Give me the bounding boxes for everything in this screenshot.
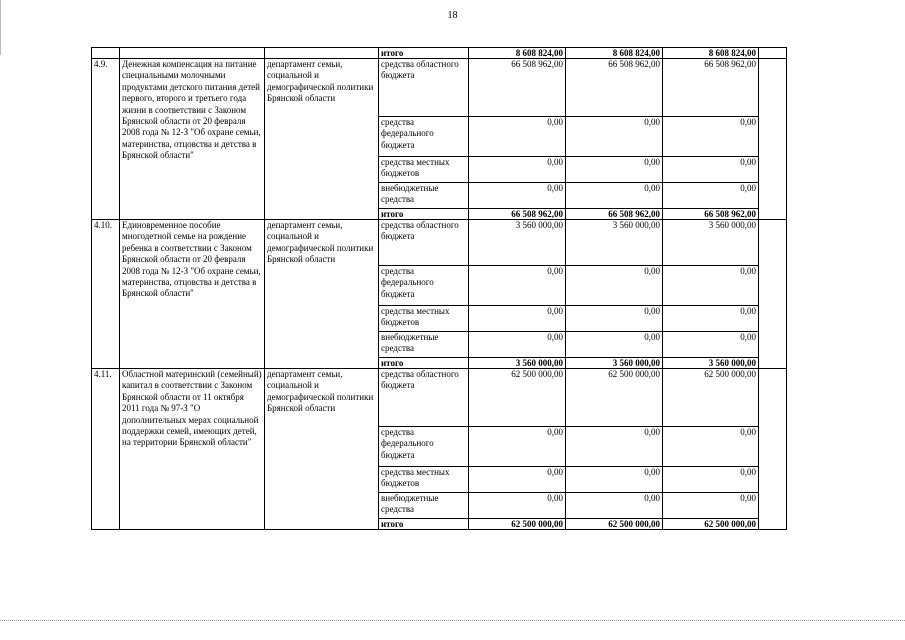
- amount-cell: 0,00: [469, 157, 566, 183]
- amount-cell: 0,00: [566, 157, 663, 183]
- executor-cell: департамент семьи, социальной и демографической политики Брянской области: [265, 369, 379, 530]
- source-label: средства федерального бюджета: [379, 427, 469, 467]
- cell-empty: [759, 48, 787, 59]
- amount-cell: 0,00: [566, 183, 663, 209]
- source-label: средства областного бюджета: [379, 59, 469, 117]
- amount-cell: 0,00: [566, 117, 663, 157]
- measure-description: Единовременное пособие многодетной семье на рождение ребенка в соответствии с Законом Брянской области от 20 февраля 2008 года № 12-З "Об охране семьи, материнства, отцовства и детства в Брянской области": [120, 220, 265, 369]
- amount-cell: 62 500 000,00: [566, 369, 663, 427]
- amount-cell: 0,00: [663, 493, 759, 519]
- amount-cell: 3 560 000,00: [469, 358, 566, 369]
- funding-table: [91, 47, 787, 530]
- amount-cell: 62 500 000,00: [566, 519, 663, 530]
- amount-cell: 62 500 000,00: [663, 369, 759, 427]
- total-label: итого: [379, 358, 469, 369]
- amount-cell: 0,00: [566, 427, 663, 467]
- cell-empty: [759, 220, 787, 369]
- amount-cell: 62 500 000,00: [469, 369, 566, 427]
- amount-cell: 66 508 962,00: [663, 209, 759, 220]
- source-label: средства местных бюджетов: [379, 157, 469, 183]
- amount-cell: 8 608 824,00: [663, 48, 759, 59]
- amount-cell: 3 560 000,00: [566, 358, 663, 369]
- total-label: итого: [379, 519, 469, 530]
- cell-empty: [759, 369, 787, 530]
- amount-cell: 8 608 824,00: [566, 48, 663, 59]
- amount-cell: 0,00: [663, 306, 759, 332]
- amount-cell: 0,00: [566, 306, 663, 332]
- source-label: средства областного бюджета: [379, 220, 469, 266]
- amount-cell: 0,00: [469, 306, 566, 332]
- cell-empty: [265, 48, 379, 59]
- amount-cell: 3 560 000,00: [566, 220, 663, 266]
- measure-description: Денежная компенсация на питание специальными молочными продуктами детского питания детей первого, второго и третьего года жизни в соответствии с Законом Брянской области от 20 февраля 2008 года № 12-З "Об охране семьи, материнства, отцовства и детства в Брянской области": [120, 59, 265, 220]
- table-row: [92, 220, 787, 266]
- item-number: 4.11.: [92, 369, 120, 530]
- amount-cell: 0,00: [469, 332, 566, 358]
- amount-cell: 0,00: [566, 467, 663, 493]
- cell-empty: [92, 48, 120, 59]
- source-label: средства федерального бюджета: [379, 266, 469, 306]
- amount-cell: 0,00: [566, 493, 663, 519]
- amount-cell: 0,00: [663, 183, 759, 209]
- source-label: внебюджетные средства: [379, 493, 469, 519]
- amount-cell: 66 508 962,00: [566, 59, 663, 117]
- amount-cell: 0,00: [469, 427, 566, 467]
- amount-cell: 66 508 962,00: [469, 59, 566, 117]
- amount-cell: 66 508 962,00: [566, 209, 663, 220]
- item-number: 4.10.: [92, 220, 120, 369]
- amount-cell: 0,00: [663, 117, 759, 157]
- item-number: 4.9.: [92, 59, 120, 220]
- total-label: итого: [379, 209, 469, 220]
- cell-empty: [120, 48, 265, 59]
- cell-empty: [759, 59, 787, 220]
- page-number: 18: [447, 10, 458, 21]
- executor-cell: департамент семьи, социальной и демографической политики Брянской области: [265, 59, 379, 220]
- amount-cell: 0,00: [663, 332, 759, 358]
- amount-cell: 66 508 962,00: [663, 59, 759, 117]
- amount-cell: 62 500 000,00: [663, 519, 759, 530]
- amount-cell: 3 560 000,00: [663, 220, 759, 266]
- amount-cell: 0,00: [469, 117, 566, 157]
- amount-cell: 66 508 962,00: [469, 209, 566, 220]
- table-row: [92, 369, 787, 427]
- amount-cell: 0,00: [566, 332, 663, 358]
- table-row: [92, 59, 787, 117]
- source-label: средства областного бюджета: [379, 369, 469, 427]
- amount-cell: 0,00: [663, 467, 759, 493]
- amount-cell: 0,00: [469, 183, 566, 209]
- total-label: итого: [379, 48, 469, 59]
- amount-cell: 0,00: [469, 467, 566, 493]
- amount-cell: 3 560 000,00: [469, 220, 566, 266]
- source-label: внебюджетные средства: [379, 183, 469, 209]
- amount-cell: 0,00: [663, 266, 759, 306]
- measure-description: Областной материнский (семейный) капитал в соответствии с Законом Брянской области от 11 октября 2011 года № 97-З "О дополнительных мерах социальной поддержки семей, имеющих детей, на территории Брянской области": [120, 369, 265, 530]
- amount-cell: 0,00: [469, 266, 566, 306]
- scan-edge-mark: [0, 0, 5, 55]
- amount-cell: 0,00: [469, 493, 566, 519]
- executor-cell: департамент семьи, социальной и демографической политики Брянской области: [265, 220, 379, 369]
- amount-cell: 0,00: [566, 266, 663, 306]
- amount-cell: 8 608 824,00: [469, 48, 566, 59]
- source-label: средства федерального бюджета: [379, 117, 469, 157]
- source-label: средства местных бюджетов: [379, 306, 469, 332]
- source-label: средства местных бюджетов: [379, 467, 469, 493]
- amount-cell: 3 560 000,00: [663, 358, 759, 369]
- top-total-row: [92, 48, 787, 59]
- amount-cell: 62 500 000,00: [469, 519, 566, 530]
- source-label: внебюджетные средства: [379, 332, 469, 358]
- scan-noise-line: [0, 620, 905, 622]
- amount-cell: 0,00: [663, 157, 759, 183]
- amount-cell: 0,00: [663, 427, 759, 467]
